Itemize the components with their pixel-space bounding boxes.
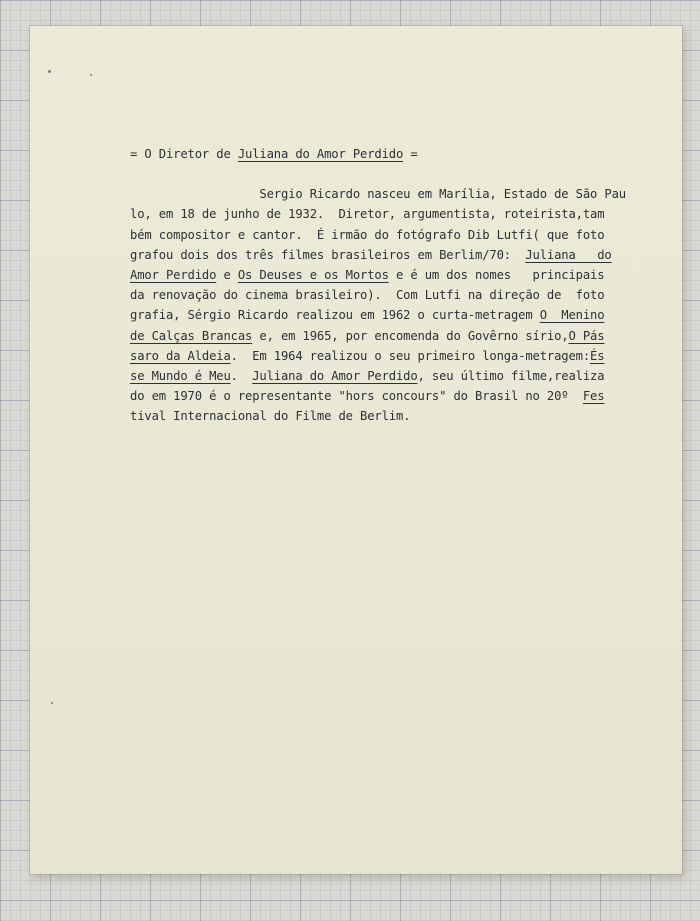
text-segment: grafou dois dos três filmes brasileiros em Berlim/70:	[130, 247, 526, 262]
paper-speck	[90, 74, 92, 76]
underlined-film-title: Juliana do	[525, 247, 612, 262]
text-line	[130, 406, 670, 426]
text-line	[130, 386, 670, 406]
text-segment: e é um dos nomes principais	[388, 268, 605, 283]
title-film-name: Juliana do Amor Perdido	[237, 147, 404, 161]
text-line	[130, 326, 670, 346]
text-line	[130, 305, 670, 325]
text-line	[130, 366, 670, 386]
underlined-film-title: O Pás	[568, 328, 605, 343]
document-body	[130, 144, 670, 427]
title-suffix: =	[403, 147, 418, 161]
text-line	[130, 265, 670, 285]
underlined-film-title: Fes	[582, 389, 605, 404]
underlined-film-title: Amor Perdido	[130, 268, 217, 283]
text-line	[130, 204, 670, 224]
text-segment: grafia, Sérgio Ricardo realizou em 1962 o curta-metragem	[130, 308, 540, 323]
paper-speck	[48, 70, 51, 73]
text-line	[130, 184, 670, 204]
text-segment: .	[230, 369, 253, 384]
text-segment: tival Internacional do Filme de Berlim.	[130, 409, 411, 424]
underlined-film-title: se Mundo é Meu	[130, 369, 231, 384]
text-segment: , seu último filme,realiza	[417, 369, 605, 384]
title-prefix: = O Diretor de	[130, 147, 238, 161]
underlined-film-title: És	[590, 348, 605, 363]
body-paragraph	[130, 184, 670, 426]
text-segment: da renovação do cinema brasileiro). Com Lutfi na direção de foto	[130, 288, 605, 303]
text-line	[130, 285, 670, 305]
underlined-film-title: Juliana do Amor Perdido	[252, 369, 418, 384]
text-line	[130, 346, 670, 366]
text-segment: lo, em 18 de junho de 1932. Diretor, argumentista, roteirista,tam	[130, 207, 605, 222]
text-segment: . Em 1964 realizou o seu primeiro longa-metragem:	[230, 348, 590, 363]
text-segment: do em 1970 é o representante "hors concours" do Brasil no 20º	[130, 389, 583, 404]
underlined-film-title: de Calças Brancas	[130, 328, 253, 343]
text-segment: e	[216, 268, 238, 283]
underlined-film-title: Os Deuses e os Mortos	[237, 268, 389, 283]
text-segment: bém compositor e cantor. É irmão do fotógrafo Dib Lutfi( que foto	[130, 227, 605, 242]
underlined-film-title: saro da Aldeia	[130, 348, 231, 363]
underlined-film-title: O Menino	[539, 308, 605, 323]
document-title	[130, 144, 670, 164]
paper-sheet	[30, 26, 682, 874]
text-segment: Sergio Ricardo nasceu em Marília, Estado de São Pau	[130, 187, 626, 202]
text-segment: e, em 1965, por encomenda do Govêrno sírio,	[252, 328, 569, 343]
text-line	[130, 245, 670, 265]
paper-speck	[51, 702, 53, 704]
text-line	[130, 225, 670, 245]
